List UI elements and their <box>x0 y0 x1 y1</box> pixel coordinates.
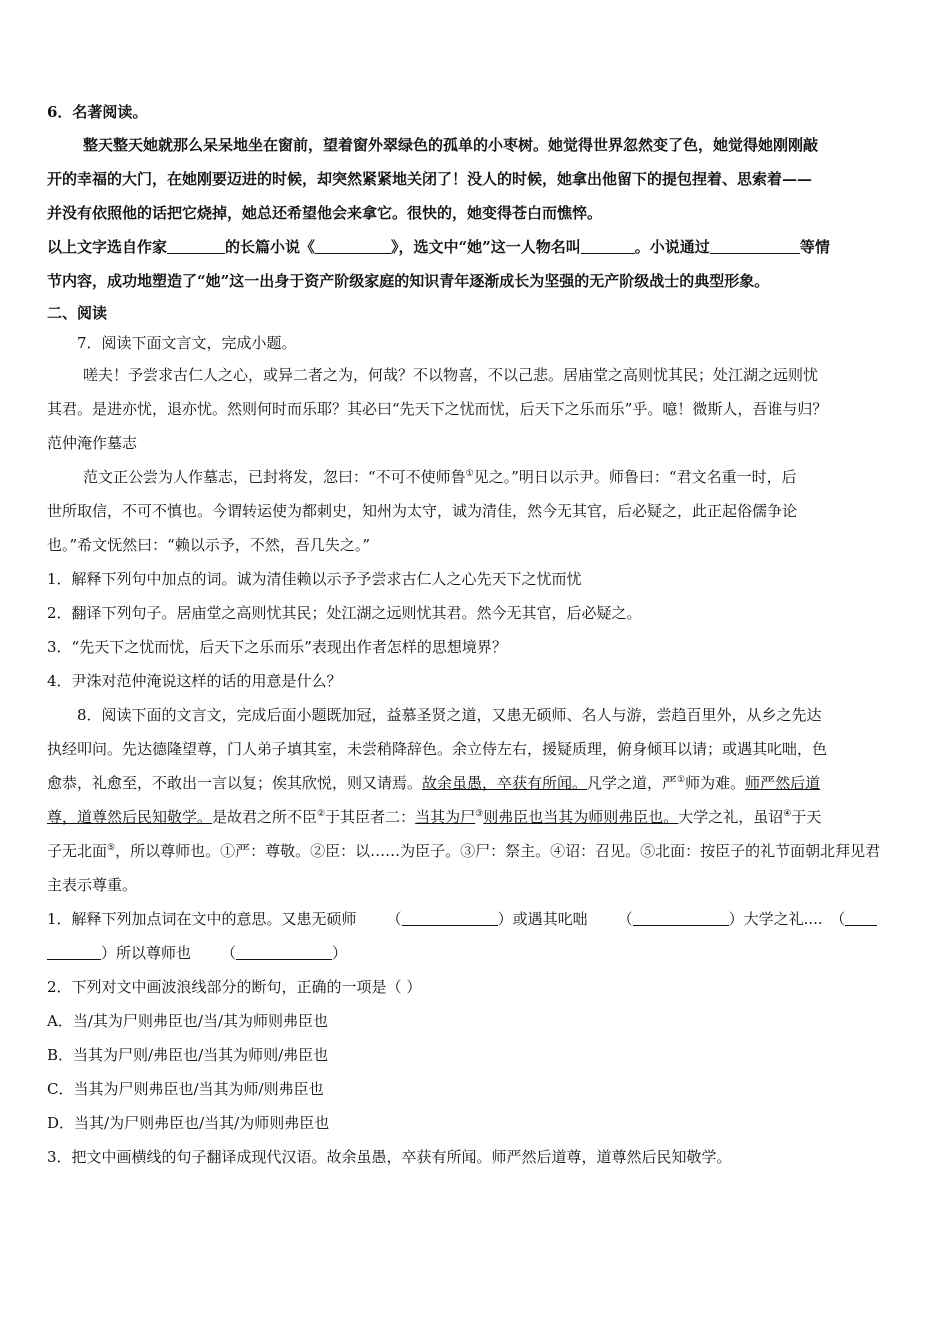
footnote-marker: ④ <box>783 809 792 819</box>
answer-blank[interactable] <box>236 941 332 960</box>
q8-question-3: 3．把文中画横线的句子翻译成现代汉语。故余虽愚，卒获有所闻。师严然后道尊，道尊然后民知敬学。 <box>47 1148 732 1166</box>
answer-blank[interactable] <box>633 907 729 926</box>
section-heading: 二、阅读 <box>47 304 108 322</box>
q6-novel-blank[interactable] <box>315 235 391 254</box>
q8-question-1-line-2 <box>47 936 907 970</box>
q6-passage-line-3: 并没有依照他的话把它烧掉，她总还希望他会来拿它。很快的，她变得苍白而憔悴。 <box>47 204 603 222</box>
q6-character-blank[interactable] <box>581 235 635 254</box>
option-d: D．当其/为尸则弗臣也/当其/为师则弗臣也 <box>47 1114 330 1132</box>
q8-line-5-text-b: ，所以尊师也。①严：尊敬。②臣：以……为臣子。③尸：祭主。④诏：召见。⑤北面：按臣子的礼节面朝北拜见君 <box>115 842 881 860</box>
footnote-marker: ⑤ <box>107 843 116 853</box>
q7-passage1-line-3: 范仲淹作墓志 <box>47 434 138 452</box>
q6-fill-text-c: 》，选文中“她”这一人物名叫 <box>391 238 581 256</box>
q7-passage1-line-2: 其君。是进亦忧，退亦忧。然则何时而乐耶？其必曰“先天下之忧而忧，后天下之乐而乐”乎。噫！微斯人，吾谁与归？ <box>47 400 828 418</box>
q8-line-3 <box>47 766 907 800</box>
q8-line-4-text-d: 大学之礼，虽诏 <box>678 808 784 826</box>
q7-question-3: 3．“先天下之忧而忧，后天下之乐而乐”表现出作者怎样的思想境界？ <box>47 638 507 656</box>
q6-title: 6．名著阅读。 <box>47 103 148 121</box>
option-a: A．当/其为尸则弗臣也/当/其为师则弗臣也 <box>47 1012 328 1030</box>
document-page <box>47 96 907 1174</box>
option-c: C．当其为尸则弗臣也/当其为师/则弗臣也 <box>47 1080 324 1098</box>
footnote-marker: ① <box>677 775 686 785</box>
q8-line-4-text-c: 于其臣者二： <box>325 808 416 826</box>
q8-line-3-text-a: 愈恭，礼愈至，不敢出一言以复；俟其欣悦，则又请焉。 <box>47 774 423 792</box>
underlined-sentence: 故余虽愚，卒获有所闻。 <box>422 774 588 792</box>
q8-line-2: 执经叩问。先达德隆望尊，门人弟子填其室，未尝稍降辞色。余立侍左右，援疑质理，俯身倾耳以请；或遇其叱咄，色 <box>47 740 828 758</box>
q8-line-4 <box>47 800 907 834</box>
q7-question-4: 4．尹洙对范仲淹说这样的话的用意是什么？ <box>47 672 342 690</box>
q6-fill-text-e: 等情 <box>799 238 830 256</box>
wavy-underlined-sentence: 则弗臣也当其为师则弗臣也。 <box>483 808 679 826</box>
answer-blank[interactable] <box>47 941 101 960</box>
underlined-sentence: 师严然后道 <box>745 774 821 792</box>
paren-open: （ <box>830 910 846 928</box>
q7-passage2-text-b: 见之。”明日以示尹。师鲁曰：“君文名重一时，后 <box>473 468 797 486</box>
wavy-underlined-sentence: 当其为尸 <box>415 808 476 826</box>
q6-plot-blank[interactable] <box>710 235 800 254</box>
footnote-marker: ① <box>465 469 474 479</box>
q6-fill-line-2: 节内容，成功地塑造了“她”这一出身于资产阶级家庭的知识青年逐渐成长为坚强的无产阶级战士的典型形象。 <box>47 272 770 290</box>
emphasis-dots: .... <box>803 910 823 928</box>
q8-question-2: 2．下列对文中画波浪线部分的断句，正确的一项是（ ） <box>47 978 422 996</box>
q8-line-5 <box>47 834 907 868</box>
q6-fill-text-a: 以上文字选自作家 <box>47 238 168 256</box>
q6-passage-line-1: 整天整天她就那么呆呆地坐在窗前，望着窗外翠绿色的孤单的小枣树。她觉得世界忽然变了色，她觉得她刚刚敲 <box>83 136 819 154</box>
footnote-marker: ③ <box>475 809 484 819</box>
paren-open: （ <box>221 944 237 962</box>
paren-close: ） <box>332 944 348 962</box>
option-b: B．当其为尸则/弗臣也/当其为师则/弗臣也 <box>47 1046 329 1064</box>
q8-line-4-text-e: 于天 <box>791 808 822 826</box>
q7-passage2-line-1 <box>47 460 907 494</box>
q7-passage2-line-3: 也。”希文怃然曰：“赖以示予，不然，吾几失之。” <box>47 536 371 554</box>
q8-q1-text-c: ）或遇其叱咄 <box>497 910 588 928</box>
q7-passage2-text-a: 范文正公尝为人作墓志，已封将发，忽曰：“不可不使师鲁 <box>83 468 466 486</box>
q6-fill-text-d: 。小说通过 <box>634 238 710 256</box>
footnote-marker: ② <box>317 809 326 819</box>
answer-blank[interactable] <box>402 907 498 926</box>
q7-question-2: 2．翻译下列句子。居庙堂之高则忧其民；处江湖之远则忧其君。然今无其官，后必疑之。 <box>47 604 642 622</box>
underlined-sentence: 尊，道尊然后民知敬学。 <box>47 808 213 826</box>
answer-blank[interactable] <box>845 907 877 926</box>
q7-question-1: 1．解释下列句中加点的词。诚为清佳赖以示予予尝求古仁人之心先天下之忧而忧 <box>47 570 582 588</box>
q8-q1-text-a: 1．解释下列加点词在文中的意思。又患无硕师 <box>47 910 357 928</box>
q8-line-3-text-c: 师为难。 <box>685 774 746 792</box>
q6-author-blank[interactable] <box>167 235 225 254</box>
q8-q1-text-d: ）大学之礼 <box>728 910 804 928</box>
q8-line-3-text-b: 凡学之道，严 <box>587 774 678 792</box>
q7-passage2-line-2: 世所取信，不可不慎也。今谓转运使为都刺史，知州为太守，诚为清佳，然今无其官，后必疑之，此正起俗儒争论 <box>47 502 798 520</box>
paren-open: （ <box>617 910 633 928</box>
q6-passage-line-2: 开的幸福的大门，在她刚要迈进的时候，却突然紧紧地关闭了！没人的时候，她拿出他留下的提包捏着、思索着—— <box>47 170 813 188</box>
q8-line-6: 主表示尊重。 <box>47 876 138 894</box>
q6-fill-line-1 <box>47 230 907 264</box>
q8-line-1: 8．阅读下面的文言文，完成后面小题既加冠，益慕圣贤之道，又患无硕师、名人与游，尝趋百里外，从乡之先达 <box>77 706 822 724</box>
paren-open: （ <box>386 910 402 928</box>
q8-q1-text-e: ）所以尊师也 <box>101 944 192 962</box>
q8-line-5-text-a: 子无北面 <box>47 842 108 860</box>
q7-title: 7．阅读下面文言文，完成小题。 <box>77 334 297 352</box>
q7-passage1-line-1: 嗟夫！予尝求古仁人之心，或异二者之为，何哉？不以物喜，不以己悲。居庙堂之高则忧其民；处江湖之远则忧 <box>83 366 819 384</box>
q8-line-4-text-b: 是故君之所不臣 <box>212 808 318 826</box>
q6-fill-text-b: 的长篇小说《 <box>225 238 316 256</box>
q8-question-1-line-1 <box>47 902 907 936</box>
